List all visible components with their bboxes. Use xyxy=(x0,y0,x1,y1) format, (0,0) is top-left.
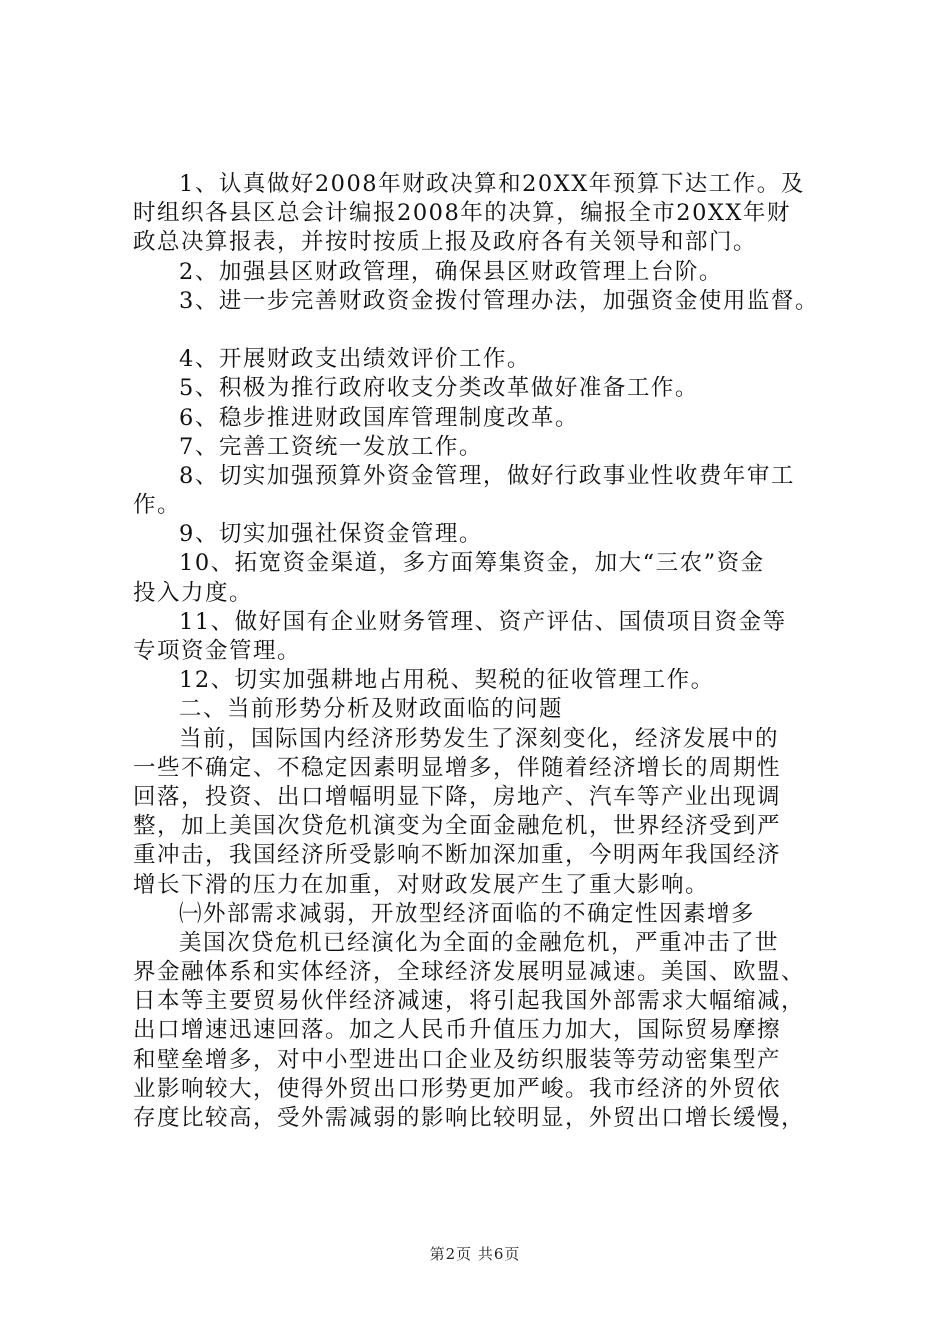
text-line: 回落，投资、出口增幅明显下降，房地产、汽车等产业出现调 xyxy=(133,783,782,810)
document-body xyxy=(133,170,853,1133)
text-line: 出口增速迅速回落。加之人民币升值压力加大，国际贸易摩擦 xyxy=(133,1017,782,1044)
text-line: 时组织各县区总会计编报2008年的决算，编报全市20XX年财 xyxy=(133,200,791,227)
text-line: 2、加强县区财政管理，确保县区财政管理上台阶。 xyxy=(179,258,723,285)
text-line: 和壁垒增多，对中小型进出口企业及纺织服装等劳动密集型产 xyxy=(133,1046,782,1073)
text-line: 存度比较高，受外需减弱的影响比较明显，外贸出口增长缓慢， xyxy=(133,1105,806,1131)
text-line: 界金融体系和实体经济，全球经济发展明显减速。美国、欧盟、 xyxy=(133,959,806,986)
section-heading: 二、当前形势分析及财政面临的问题 xyxy=(179,696,564,723)
subsection-heading: ㈠外部需求减弱，开放型经济面临的不确定性因素增多 xyxy=(179,900,756,927)
text-line: 专项资金管理。 xyxy=(133,638,302,664)
text-line: 当前，国际国内经济形势发生了深刻变化，经济发展中的 xyxy=(179,725,780,752)
text-line: 8、切实加强预算外资金管理，做好行政事业性收费年审工 xyxy=(179,462,795,489)
page-footer xyxy=(0,1244,950,1264)
text-line: 5、积极为推行政府收支分类改革做好准备工作。 xyxy=(179,375,699,402)
text-line: 作。 xyxy=(133,492,182,519)
text-line: 日本等主要贸易伙伴经济减速，将引起我国外部需求大幅缩减， xyxy=(133,988,806,1015)
text-line: 12、切实加强耕地占用税、契税的征收管理工作。 xyxy=(179,667,715,694)
text-line: 1、认真做好2008年财政决算和20XX年预算下达工作。及 xyxy=(179,171,805,197)
text-line: 6、稳步推进财政国库管理制度改革。 xyxy=(179,404,579,431)
text-line: 业影响较大，使得外贸出口形势更加严峻。我市经济的外贸依 xyxy=(133,1075,782,1102)
text-line: 一些不确定、不稳定因素明显增多，伴随着经济增长的周期性 xyxy=(133,754,782,781)
text-line: 整，加上美国次贷危机演变为全面金融危机，世界经济受到严 xyxy=(133,813,782,840)
text-line: 10、拓宽资金渠道，多方面筹集资金，加大“三农”资金 xyxy=(179,550,765,577)
text-line: 投入力度。 xyxy=(133,579,254,606)
text-line: 11、做好国有企业财务管理、资产评估、国债项目资金等 xyxy=(179,608,787,635)
blank-line xyxy=(133,316,853,345)
page-number-label: 第2页 共6页 xyxy=(429,1245,521,1263)
text-line: 7、完善工资统一发放工作。 xyxy=(179,433,483,460)
text-line: 9、切实加强社保资金管理。 xyxy=(179,521,483,548)
text-line: 4、开展财政支出绩效评价工作。 xyxy=(179,346,531,373)
text-line: 3、进一步完善财政资金拨付管理办法，加强资金使用监督。 xyxy=(179,287,819,314)
text-line: 重冲击，我国经济所受影响不断加深加重，今明两年我国经济 xyxy=(133,842,782,869)
text-line: 增长下滑的压力在加重，对财政发展产生了重大影响。 xyxy=(133,871,710,898)
text-line: 美国次贷危机已经演化为全面的金融危机，严重冲击了世 xyxy=(179,929,780,956)
text-line: 政总决算报表，并按时按质上报及政府各有关领导和部门。 xyxy=(133,229,758,256)
